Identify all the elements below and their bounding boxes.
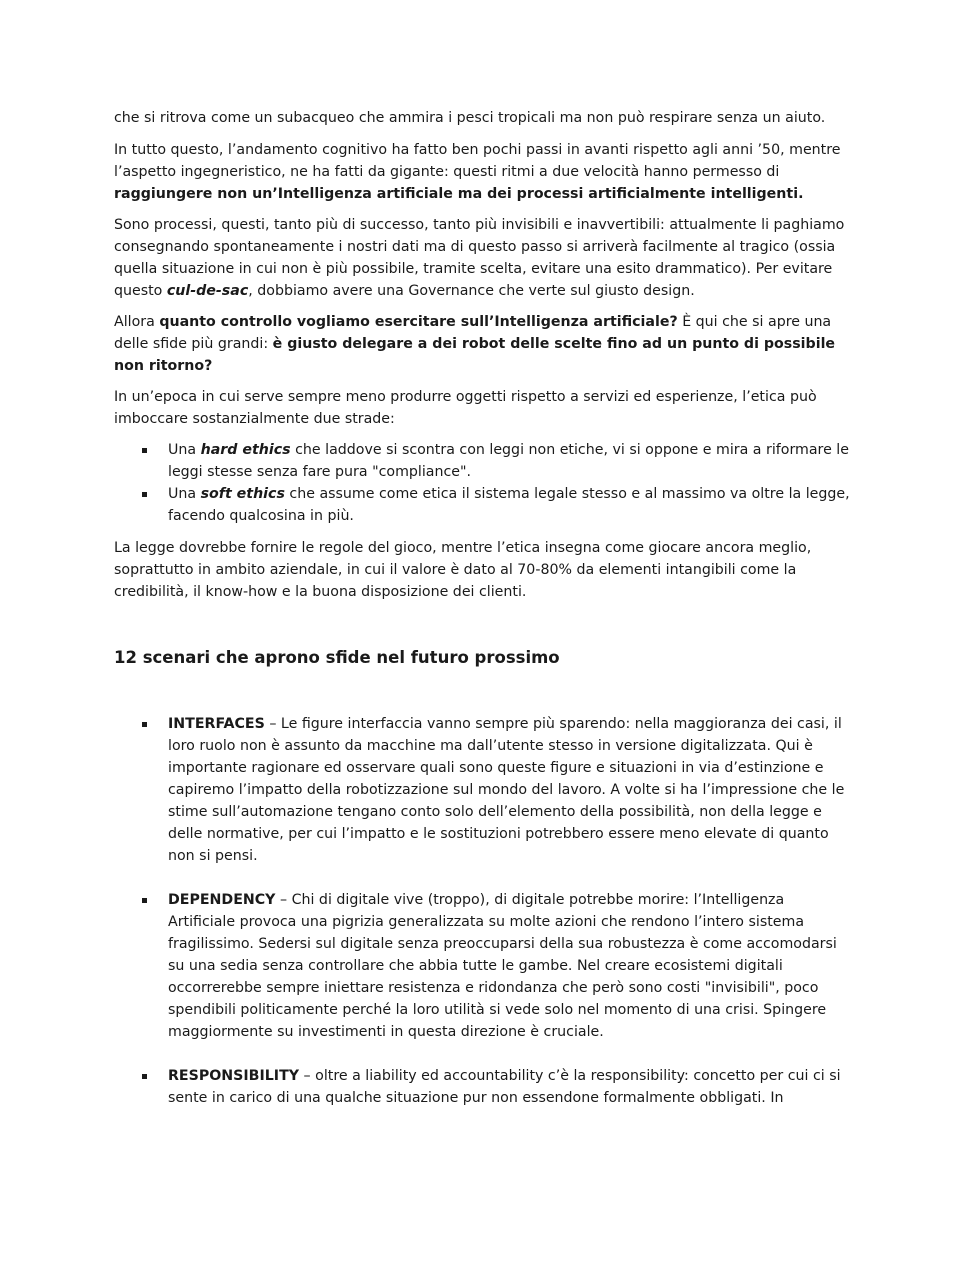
paragraph-text: Allora — [114, 314, 160, 330]
item-prefix: Una — [168, 442, 201, 458]
paragraph-text: In tutto questo, l’andamento cognitivo ha fatto ben pochi passi in avanti rispetto agli anni ’50, mentre l’aspetto ingegneristico, ne ha fatti da gigante: questi ritmi a due velocità hanno permesso di — [114, 142, 841, 180]
item-text: che laddove si scontra con leggi non etiche, vi si oppone e mira a riformare le leggi stesse senza fare pura "compliance". — [168, 442, 849, 480]
bold-question: quanto controllo vogliamo esercitare sull’Intelligenza artificiale? — [159, 314, 678, 330]
scenario-text: – oltre a liability ed accountability c’è la responsibility: concetto per cui ci si sente in carico di una qualche situazione pur non essendone formalmente obbligati. In — [168, 1068, 841, 1106]
paragraph-processes — [114, 214, 852, 302]
paragraph-text: Sono processi, questi, tanto più di successo, tanto più invisibili e inavvertibili: attualmente li paghiamo consegnando spontaneamente i nostri dati ma di questo passo si arriverà facilmente al tragico (ossia quella situazione in cui non è più possibile, tramite scelta, evitare una esito drammatico). Per evitare questo — [114, 217, 845, 299]
paragraph-cognitive — [114, 139, 852, 205]
list-item — [114, 439, 852, 483]
ethics-list — [114, 439, 852, 527]
bold-period: . — [798, 186, 804, 202]
bold-phrase: raggiungere non un’Intelligenza artificiale ma dei processi artificialmente intelligenti — [114, 186, 799, 202]
scenario-text: – Chi di digitale vive (troppo), di digitale potrebbe morire: l’Intelligenza Artificiale provoca una pigrizia generalizzata su molte azioni che rendono l’intero sistema fragilissimo. Sedersi sul digitale senza preoccuparsi della sua robustezza è come accomodarsi su una sedia senza controllare che abbia tutte le gambe. Nel creare ecosistemi digitali occorrerebbe sempre iniettare resistenza e ridondanza che però sono costi "invisibili", poco spendibili politicamente perché la loro utilità si vede solo nel momento di una crisi. Spingere maggiormente su investimenti in questa direzione è cruciale. — [168, 892, 837, 1040]
scenario-term: DEPENDENCY — [168, 892, 276, 908]
list-item — [114, 889, 852, 1043]
paragraph-text: , dobbiamo avere una Governance che verte sul giusto design. — [248, 283, 695, 299]
scenario-text: – Le figure interfaccia vanno sempre più sparendo: nella maggioranza dei casi, il loro ruolo non è assunto da macchine ma dall’utente stesso in versione digitalizzata. Qui è importante ragionare ed osservare quali sono queste figure e situazioni in via d’estinzione e capiremo l’impatto della robotizzazione sul mondo del lavoro. A volte si ha l’impressione che le stime sull’automazione tengano conto solo dell’elemento della possibilità, non della legge e delle normative, per cui l’impatto e le sostituzioni potrebbero essere meno elevate di quanto non si pensi. — [168, 716, 845, 864]
paragraph-text: In un’epoca in cui serve sempre meno produrre oggetti rispetto a servizi ed esperienze, l’etica può imboccare sostanzialmente due strade: — [114, 389, 817, 427]
item-prefix: Una — [168, 486, 201, 502]
paragraph-text: La legge dovrebbe fornire le regole del gioco, mentre l’etica insegna come giocare ancora meglio, soprattutto in ambito aziendale, in cui il valore è dato al 70-80% da elementi intangibili come la credibilità, il know-how e la buona disposizione dei clienti. — [114, 540, 812, 600]
paragraph-law — [114, 537, 852, 603]
scenario-term: RESPONSIBILITY — [168, 1068, 300, 1084]
paragraph-ethics-intro — [114, 386, 852, 430]
list-item — [114, 1065, 852, 1109]
section-title: 12 scenari che aprono sfide nel futuro prossimo — [114, 648, 560, 667]
document-body — [114, 107, 852, 1131]
paragraph-text: che si ritrova come un subacqueo che ammira i pesci tropicali ma non può respirare senza un aiuto. — [114, 110, 826, 126]
italic-term: cul-de-sac — [166, 283, 249, 299]
bold-question: è giusto delegare a dei robot delle scelte fino ad un punto di possibile non ritorno? — [114, 336, 836, 374]
item-text: che assume come etica il sistema legale stesso e al massimo va oltre la legge, facendo qualcosina in più. — [168, 486, 850, 524]
scenario-term: INTERFACES — [168, 716, 265, 732]
list-item — [114, 713, 852, 867]
paragraph-continuation — [114, 107, 852, 129]
scenarios-list — [114, 713, 852, 1109]
paragraph-text: È qui che si apre una delle sfide più grandi: — [114, 314, 832, 352]
italic-term: hard ethics — [200, 442, 291, 458]
list-item — [114, 483, 852, 527]
italic-term: soft ethics — [200, 486, 285, 502]
paragraph-control — [114, 311, 852, 377]
